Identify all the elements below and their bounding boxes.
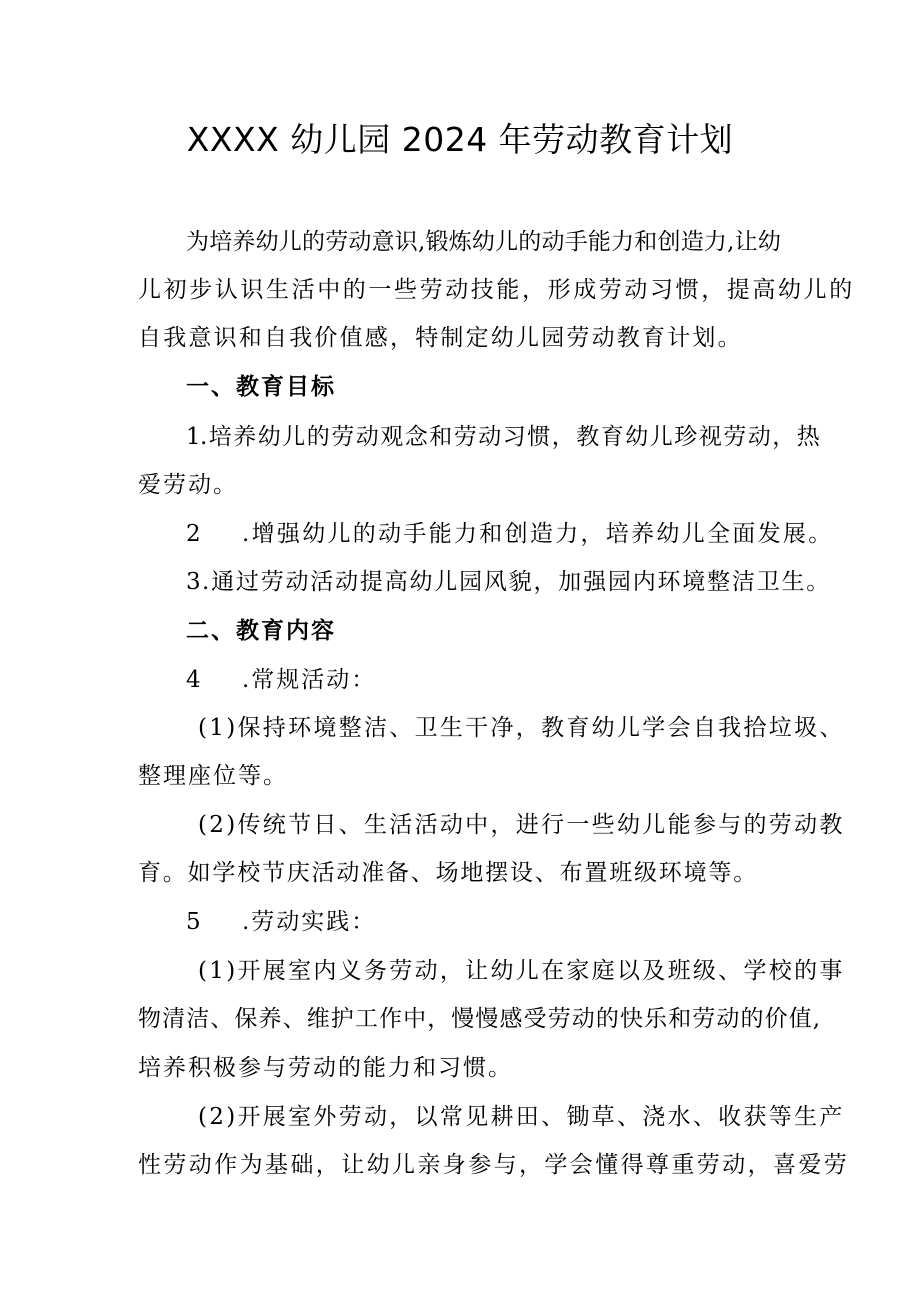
intro-line-1: 为培养幼儿的劳动意识,锻炼幼儿的动手能力和创造力,让幼 (186, 229, 782, 255)
goal-item-3-number: 3 (186, 569, 201, 595)
goal-item-2-line-1 (186, 519, 834, 549)
intro-line-2: 儿初步认识生活中的一些劳动技能，形成劳动习惯，提高幼儿的 (138, 277, 855, 303)
goal-item-2-number: 2 (186, 521, 201, 547)
content-item-5-label: .劳动实践： (242, 909, 377, 935)
goal-item-3-text: .通过劳动活动提高幼儿园风貌，加强园内环境整洁卫生。 (202, 569, 832, 595)
section-heading-goals: 一、教育目标 (186, 374, 336, 400)
content-item-4-sub-2-line-1: (2)传统节日、生活活动中，进行一些幼儿能参与的劳动教 (198, 812, 845, 838)
content-item-5-sub-1-line-3: 培养积极参与劳动的能力和习惯。 (138, 1055, 513, 1081)
content-item-5-sub-2-line-1: (2)开展室外劳动，以常见耕田、锄草、浇水、收获等生产 (198, 1104, 845, 1130)
goal-item-2-text: .增强幼儿的动手能力和创造力，培养幼儿全面发展。 (242, 521, 834, 547)
section-heading-content: 二、教育内容 (186, 618, 336, 644)
content-item-4-sub-2-line-2: 育。如学校节庆活动准备、场地摆设、布置班级环境等。 (138, 860, 758, 886)
goal-item-1-text: .培养幼儿的劳动观念和劳动习惯，教育幼儿珍视劳动，热 (200, 424, 822, 450)
content-item-4-label-line (186, 665, 376, 695)
content-item-5-sub-1-line-2: 物清洁、保养、维护工作中，慢慢感受劳动的快乐和劳动的价值, (138, 1006, 822, 1032)
content-item-4-number: 4 (186, 667, 201, 693)
content-item-5-sub-2-line-2: 性劳动作为基础，让幼儿亲身参与，学会懂得尊重劳动，喜爱劳 (138, 1152, 850, 1178)
content-item-4-label: .常规活动： (242, 667, 377, 693)
goal-item-1-line-2: 爱劳动。 (138, 472, 238, 498)
content-item-5-label-line (186, 907, 376, 937)
goal-item-3-line-1 (186, 567, 831, 597)
content-item-4-sub-1-line-1: (1)保持环境整洁、卫生干净，教育幼儿学会自我拾垃圾、 (198, 715, 845, 741)
goal-item-1-number: 1 (186, 424, 201, 450)
content-item-5-number: 5 (186, 909, 201, 935)
goal-item-1-line-1 (186, 422, 821, 452)
intro-line-3: 自我意识和自我价值感，特制定幼儿园劳动教育计划。 (138, 325, 743, 351)
content-item-4-sub-1-line-2: 整理座位等。 (138, 763, 288, 789)
document-title: XXXX 幼儿园 2024 年劳动教育计划 (186, 120, 734, 159)
content-item-5-sub-1-line-1: (1)开展室内义务劳动，让幼儿在家庭以及班级、学校的事 (198, 958, 845, 984)
